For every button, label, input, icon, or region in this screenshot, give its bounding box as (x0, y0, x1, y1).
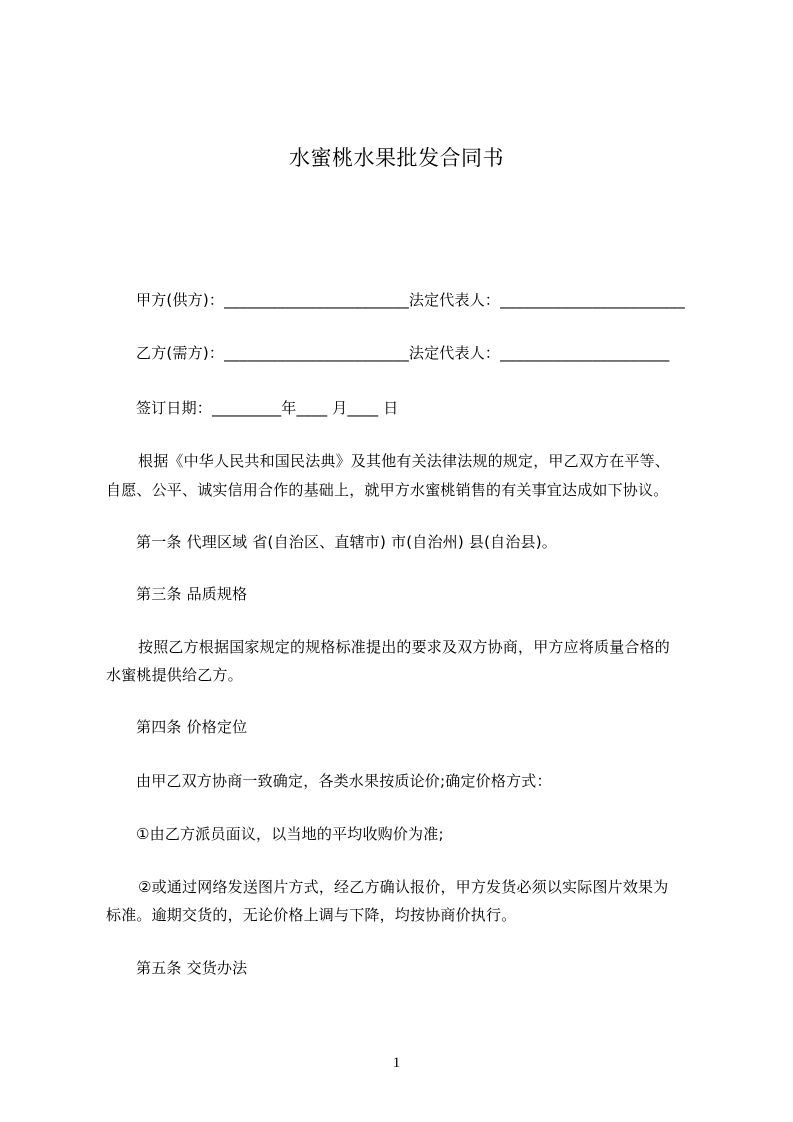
preamble-line-2: 自愿、公平、诚实信用合作的基础上，就甲方水蜜桃销售的有关事宜达成如下协议。 (106, 481, 669, 499)
article-4-intro: 由甲乙双方协商一致确定，各类水果按质论价;确定价格方式： (136, 772, 552, 790)
article-3-body-line-1: 按照乙方根据国家规定的规格标准提出的要求及双方协商，甲方应将质量合格的 (138, 638, 671, 656)
article-3-heading: 第三条 品质规格 (136, 585, 248, 603)
article-4-item-2-line-1: ②或通过网络发送图片方式，经乙方确认报价，甲方发货必须以实际图片效果为 (138, 878, 669, 896)
document-title: 水蜜桃水果批发合同书 (289, 146, 504, 170)
preamble-line-1: 根据《中华人民共和国民法典》及其他有关法律法规的规定，甲乙双方在平等、 (138, 452, 671, 470)
article-5-heading: 第五条 交货办法 (136, 959, 248, 977)
article-4-item-1: ①由乙方派员面议，以当地的平均收购价为准; (136, 825, 444, 843)
article-3-body-line-2: 水蜜桃提供给乙方。 (106, 666, 243, 684)
article-4-item-2-line-2: 标准。逾期交货的，无论价格上调与下降，均按协商价执行。 (106, 906, 517, 924)
party-b-line: 乙方(需方)：________________________法定代表人：______________________ (136, 344, 670, 362)
page-number: 1 (392, 1055, 401, 1071)
article-4-heading: 第四条 价格定位 (136, 718, 248, 736)
sign-date-line: 签订日期：_________年____ 月____ 日 (136, 399, 399, 417)
article-1: 第一条 代理区域 省(自治区、直辖市) 市(自治州) 县(自治县)。 (136, 533, 557, 551)
party-a-line: 甲方(供方)：________________________法定代表人：________________________ (136, 291, 685, 309)
